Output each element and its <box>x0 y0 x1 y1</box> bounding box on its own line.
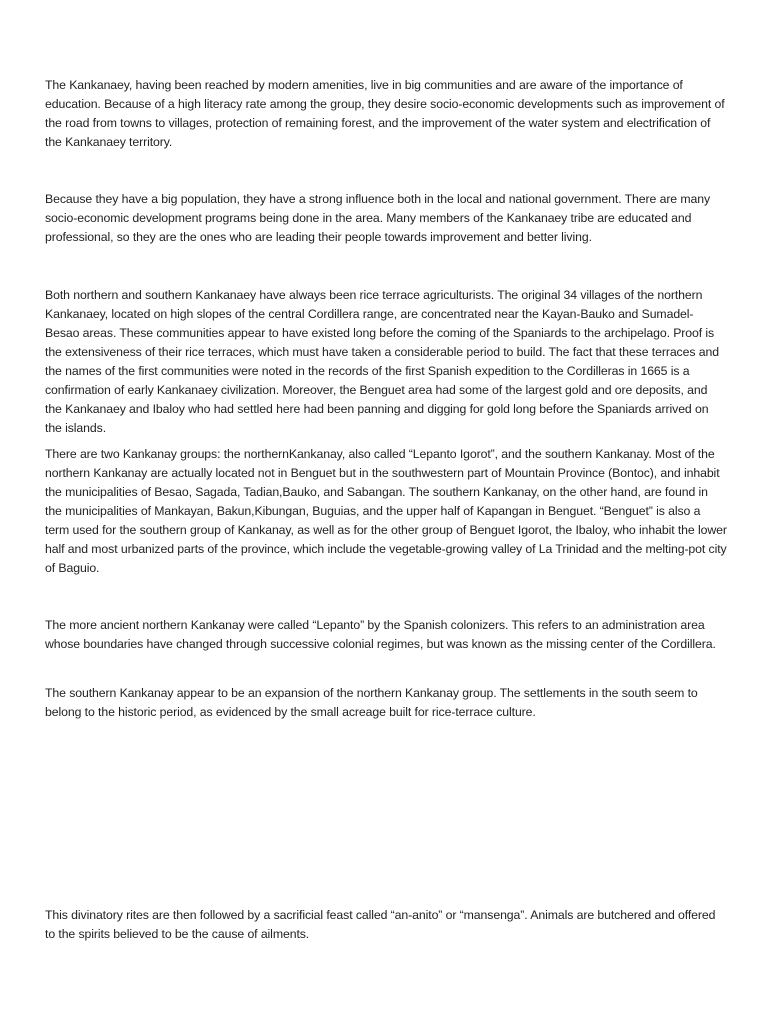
paragraph-southern-kankanay: The southern Kankanay appear to be an expansion of the northern Kankanay group. The settlements in the south seem to belong to the historic period, as evidenced by the small acreage built for rice-terrace culture. <box>45 686 698 719</box>
paragraph-lepanto: The more ancient northern Kankanay were called “Lepanto” by the Spanish colonizers. This refers to an administration area whose boundaries have changed through successive colonial regimes, but was known as the missing center of the Cordillera. <box>45 618 716 651</box>
paragraph-kankanay-groups: There are two Kankanay groups: the northernKankanay, also called “Lepanto Igorot”, and the southern Kankanay. Most of the northern Kankanay are actually located not in Benguet but in the southwestern part of Mountain Province (Bontoc), and inhabit the municipalities of Besao, Sagada, Tadian,Bauko, and Sabangan. The southern Kankanay, on the other hand, are found in the municipalities of Mankayan, Bakun,Kibungan, Buguias, and the upper half of Kapangan in Benguet. “Benguet” is also a term used for the southern group of Kankanay, as well as for the other group of Benguet Igorot, the Ibaloy, who inhabit the lower half and most urbanized parts of the province, which include the vegetable-growing valley of La Trinidad and the melting-pot city of Baguio. <box>45 447 727 575</box>
paragraph-divinatory-rites: This divinatory rites are then followed by a sacrificial feast called “an-anito” or “mansenga”. Animals are butchered and offered to the spirits believed to be the cause of ailments. <box>45 908 716 941</box>
paragraph-rice-terraces: Both northern and southern Kankanaey have always been rice terrace agriculturists. The original 34 villages of the northern Kankanaey, located on high slopes of the central Cordillera range, are concentrated near the Kayan-Bauko and Sumadel-Besao areas. These communities appear to have existed long before the coming of the Spaniards to the archipelago. Proof is the extensiveness of their rice terraces, which must have taken a considerable period to build. The fact that these terraces and the names of the first communities were noted in the records of the first Spanish expedition to the Cordilleras in 1665 is a confirmation of early Kankanaey civilization. Moreover, the Benguet area had some of the largest gold and ore deposits, and the Kankanaey and Ibaloy who had settled here had been panning and digging for gold long before the Spaniards arrived on the islands. <box>45 288 719 435</box>
paragraph-kankanaey-education: The Kankanaey, having been reached by modern amenities, live in big communities and are aware of the importance of education. Because of a high literacy rate among the group, they desire socio-economic developments such as improvement of the road from towns to villages, protection of remaining forest, and the improvement of the water system and electrification of the Kankanaey territory. <box>45 78 725 149</box>
paragraph-kankanaey-influence: Because they have a big population, they have a strong influence both in the local and national government. There are many socio-economic development programs being done in the area. Many members of the Kankanaey tribe are educated and professional, so they are the ones who are leading their people towards improvement and better living. <box>45 192 711 244</box>
